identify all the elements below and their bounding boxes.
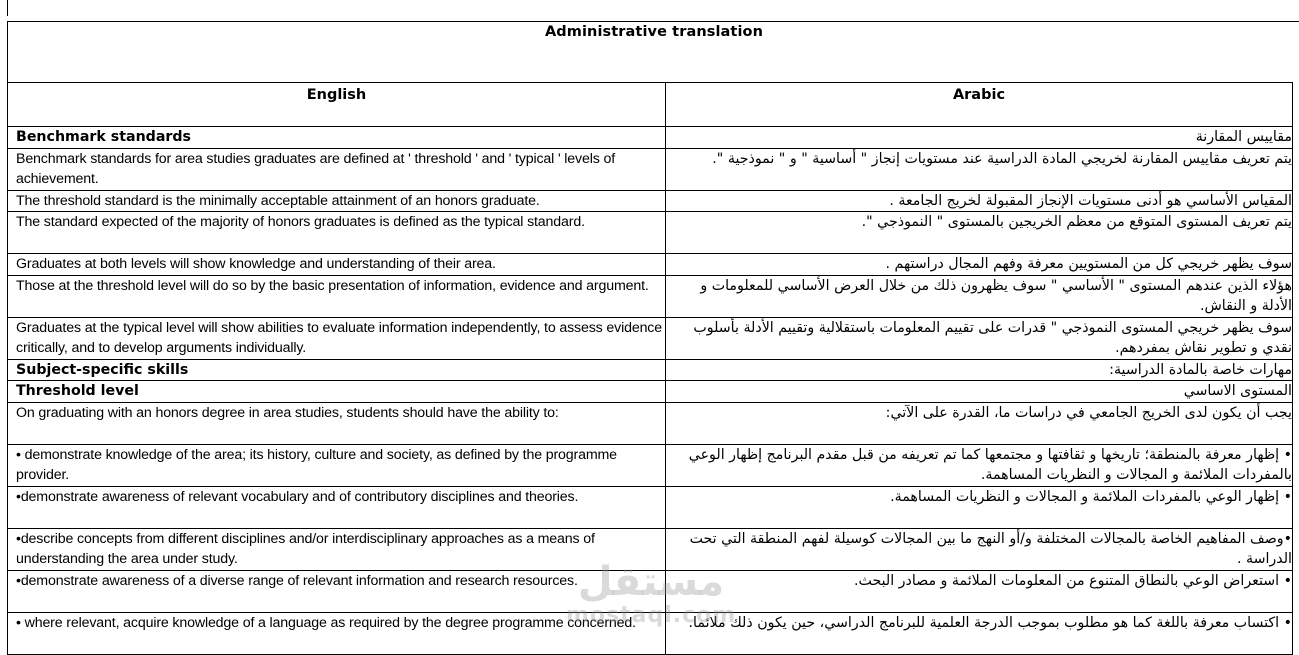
table-row [8, 528, 1293, 570]
english-cell: •demonstrate awareness of a diverse range of relevant information and research resources. [8, 570, 666, 612]
watermark-latin: mostaql.com [566, 603, 737, 628]
english-cell: Threshold level [8, 381, 666, 403]
english-cell: Graduates at the typical level will show abilities to evaluate information independently, to assess evidence critically, and to develop arguments individually. [8, 317, 666, 359]
translation-table [7, 82, 1293, 655]
column-header-arabic: Arabic [666, 83, 1293, 127]
english-cell: • demonstrate knowledge of the area; its history, culture and society, as defined by the programme provider. [8, 444, 666, 486]
english-cell: On graduating with an honors degree in area studies, students should have the ability to: [8, 402, 666, 444]
arabic-cell: مهارات خاصة بالمادة الدراسية: [666, 359, 1293, 381]
english-cell: The threshold standard is the minimally acceptable attainment of an honors graduate. [8, 190, 666, 212]
title-row [7, 21, 1299, 82]
arabic-cell: • إظهار الوعي بالمفردات الملائمة و المجالات و النظريات المساهمة. [666, 486, 1293, 528]
english-cell: • where relevant, acquire knowledge of a language as required by the degree programme concerned. [8, 612, 666, 654]
table-row [8, 190, 1293, 212]
arabic-cell: •وصف المفاهيم الخاصة بالمجالات المختلفة و/أو النهج ما بين المجالات كوسيلة لفهم المنطقة التي تحت الدراسة . [666, 528, 1293, 570]
table-row [8, 381, 1293, 403]
table-row [8, 486, 1293, 528]
english-cell: Benchmark standards for area studies graduates are defined at ' threshold ' and ' typical ' levels of achievement. [8, 148, 666, 190]
english-cell: •demonstrate awareness of relevant vocabulary and of contributory disciplines and theories. [8, 486, 666, 528]
table-row [8, 402, 1293, 444]
arabic-cell: يجب أن يكون لدى الخريج الجامعي في دراسات ما، القدرة على الآتي: [666, 402, 1293, 444]
text-cursor [7, 0, 8, 16]
english-cell: •describe concepts from different disciplines and/or interdisciplinary approaches as a means of understanding the area under study. [8, 528, 666, 570]
table-row [8, 570, 1293, 612]
arabic-cell: سوف يظهر خريجي كل من المستويين معرفة وفهم المجال دراستهم . [666, 254, 1293, 276]
arabic-cell: سوف يظهر خريجي المستوى النموذجي " قدرات على تقييم المعلومات باستقلالية وتقييم الأدلة بأسلوب نقدي و تطوير نقاش بمفردهم. [666, 317, 1293, 359]
english-cell: Benchmark standards [8, 127, 666, 149]
table-row [8, 275, 1293, 317]
table-row [8, 127, 1293, 149]
table-row [8, 148, 1293, 190]
table-row [8, 359, 1293, 381]
arabic-cell: المستوى الاساسي [666, 381, 1293, 403]
table-row [8, 212, 1293, 254]
arabic-cell: • إظهار معرفة بالمنطقة؛ تاريخها و ثقافتها و مجتمعها كما تم تعريفه من قبل مقدم البرنامج إظهار الوعي بالمفردات الملائمة و المجالات و النظريات المساهمة. [666, 444, 1293, 486]
table-row [8, 444, 1293, 486]
table-header-row [8, 83, 1293, 127]
arabic-cell: يتم تعريف مقاييس المقارنة لخريجي المادة الدراسية عند مستويات إنجاز " أساسية " و " نموذجية ". [666, 148, 1293, 190]
arabic-cell: هؤلاء الذين عندهم المستوى " الأساسي " سوف يظهرون ذلك من خلال العرض الأساسي للمعلومات و الأدلة و النقاش. [666, 275, 1293, 317]
arabic-cell: • استعراض الوعي بالنطاق المتنوع من المعلومات الملائمة و مصادر البحث. [666, 570, 1293, 612]
table-row [8, 612, 1293, 654]
table-row [8, 317, 1293, 359]
watermark-arabic: مستقل [577, 559, 725, 605]
arabic-cell: يتم تعريف المستوى المتوقع من معظم الخريجين بالمستوى " النموذجي ". [666, 212, 1293, 254]
arabic-cell: مقاييس المقارنة [666, 127, 1293, 149]
table-row [8, 254, 1293, 276]
arabic-cell: المقياس الأساسي هو أدنى مستويات الإنجاز المقبولة لخريج الجامعة . [666, 190, 1293, 212]
english-cell: Graduates at both levels will show knowledge and understanding of their area. [8, 254, 666, 276]
column-header-english: English [8, 83, 666, 127]
document-title: Administrative translation [544, 24, 764, 40]
english-cell: Subject-specific skills [8, 359, 666, 381]
arabic-cell: • اكتساب معرفة باللغة كما هو مطلوب بموجب الدرجة العلمية للبرنامج الدراسي، حين يكون ذلك ملائما. [666, 612, 1293, 654]
english-cell: Those at the threshold level will do so by the basic presentation of information, evidence and argument. [8, 275, 666, 317]
english-cell: The standard expected of the majority of honors graduates is defined as the typical standard. [8, 212, 666, 254]
